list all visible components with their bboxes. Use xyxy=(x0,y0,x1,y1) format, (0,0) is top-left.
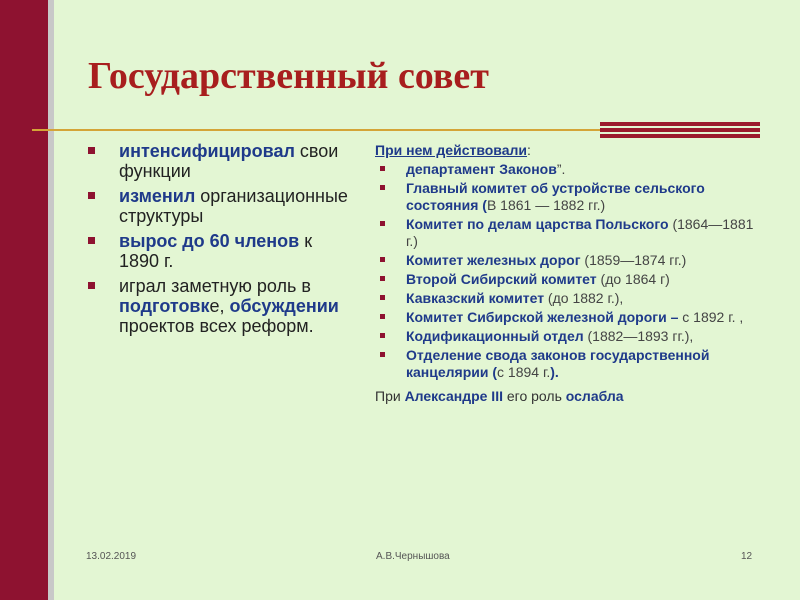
square-bullet-icon xyxy=(380,314,385,319)
committee-dates: с 1892 г. , xyxy=(678,309,744,325)
square-bullet-icon xyxy=(380,276,385,281)
heading-text: При нем действовали xyxy=(375,142,528,158)
committee-name: Комитет по делам царства Польского xyxy=(406,216,669,232)
square-bullet-icon xyxy=(88,237,95,244)
committee-name-tail: ). xyxy=(550,364,559,380)
committee-name: Комитет железных дорог xyxy=(406,252,581,268)
left-list-item xyxy=(86,276,356,336)
committee-dates: (1882—1893 гг.), xyxy=(583,328,694,344)
left-list-item xyxy=(86,141,356,181)
left-bullet-list xyxy=(86,141,356,341)
committee-dates: (1859—1874 гг.) xyxy=(580,252,687,268)
committee-item xyxy=(375,271,765,288)
conclusion-line xyxy=(375,388,765,405)
item-text: играл заметную роль в xyxy=(119,276,311,296)
committee-dates: с 1894 г. xyxy=(497,364,551,380)
right-committee-list xyxy=(375,142,765,405)
committee-name: департамент Законов xyxy=(406,161,557,177)
item-bold-text: вырос до 60 членов xyxy=(119,231,300,251)
committee-item xyxy=(375,161,765,178)
side-band xyxy=(0,0,54,600)
committee-item xyxy=(375,216,765,250)
footer-date: 13.02.2019 xyxy=(86,551,137,562)
square-bullet-icon xyxy=(380,221,385,226)
item-text: к 1890 г. xyxy=(119,231,313,271)
item-bold-text: подготовк xyxy=(119,296,210,316)
left-list-item xyxy=(86,231,356,271)
square-bullet-icon xyxy=(380,257,385,262)
committee-name: Кодификационный отдел xyxy=(406,328,584,344)
square-bullet-icon xyxy=(380,352,385,357)
item-text: е, xyxy=(209,296,230,316)
committee-name: Отделение свода законов государственной канцелярии ( xyxy=(406,347,710,380)
committee-dates: (1864—1881 г.) xyxy=(406,216,754,249)
item-bold-text: обсуждении xyxy=(229,296,339,316)
outro-bold-text: Александре III xyxy=(404,388,503,404)
slide-title: Государственный совет xyxy=(88,55,489,97)
square-bullet-icon xyxy=(380,166,385,171)
committee-item xyxy=(375,290,765,307)
committee-name: Кавказский комитет xyxy=(406,290,545,306)
committee-item xyxy=(375,328,765,345)
committee-item xyxy=(375,347,765,381)
square-bullet-icon xyxy=(380,185,385,190)
square-bullet-icon xyxy=(380,333,385,338)
committee-dates: (до 1882 г.), xyxy=(544,290,624,306)
square-bullet-icon xyxy=(380,295,385,300)
footer-page-number: 12 xyxy=(741,551,753,562)
heading-colon: : xyxy=(527,142,531,158)
committee-name: Второй Сибирский комитет xyxy=(406,271,597,287)
decorative-stripes xyxy=(600,122,760,139)
committee-item xyxy=(375,180,765,214)
committee-dates: (до 1864 г) xyxy=(596,271,670,287)
square-bullet-icon xyxy=(88,282,95,289)
square-bullet-icon xyxy=(88,147,95,154)
committee-item xyxy=(375,309,765,326)
committee-name: Комитет Сибирской железной дороги – xyxy=(406,309,679,325)
outro-bold-text: ослабла xyxy=(565,388,624,404)
right-heading xyxy=(375,142,765,159)
item-bold-text: интенсифицировал xyxy=(119,141,295,161)
item-text: свои функции xyxy=(119,141,339,181)
committee-dates: В 1861 — 1882 гг.) xyxy=(486,197,606,213)
item-text: проектов всех реформ. xyxy=(119,316,314,336)
footer-author: А.В.Чернышова xyxy=(376,551,450,562)
left-list-item xyxy=(86,186,356,226)
committee-name: Главный комитет об устройстве сельского состояния ( xyxy=(406,180,705,213)
square-bullet-icon xyxy=(88,192,95,199)
item-bold-text: изменил xyxy=(119,186,196,206)
item-text: организационные структуры xyxy=(119,186,348,226)
committee-item xyxy=(375,252,765,269)
outro-text: его роль xyxy=(502,388,566,404)
committee-dates: ”. xyxy=(556,161,566,177)
outro-text: При xyxy=(375,388,405,404)
